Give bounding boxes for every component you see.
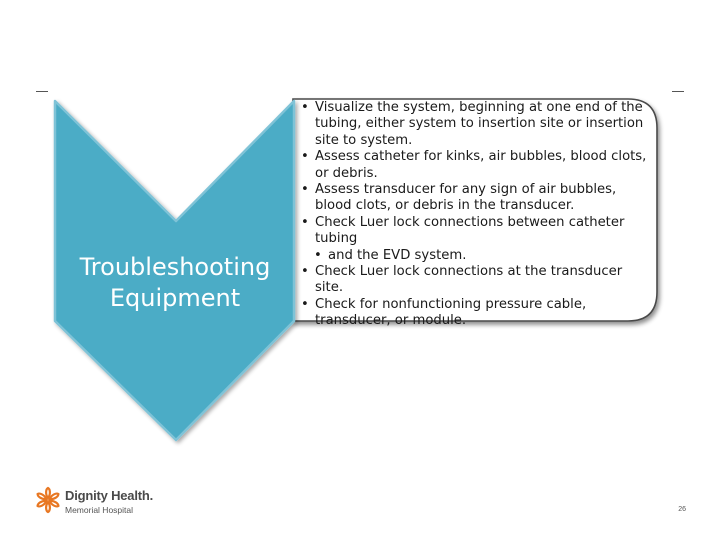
section-heading (64, 252, 286, 314)
section-heading-line-1: Troubleshooting (79, 253, 271, 281)
bullet-icon: • (301, 149, 309, 165)
bullet-item (300, 297, 650, 330)
brand-name: Dignity Health. (65, 488, 154, 503)
dignity-health-star-logo-icon (34, 486, 62, 514)
section-heading-line-2: Equipment (109, 284, 241, 312)
bullet-icon: • (301, 100, 309, 115)
bullet-icon: • (301, 264, 309, 280)
bullet-text: Assess catheter for kinks, air bubbles, blood clots, or debris. (315, 149, 647, 181)
bullet-icon: • (301, 296, 309, 312)
bullet-item (300, 264, 650, 297)
bullet-text: and the EVD system. (328, 247, 467, 263)
bullet-text: Assess transducer for any sign of air bubbles, blood clots, or debris in the transducer. (315, 182, 617, 214)
bullet-icon: • (301, 182, 309, 198)
bullet-text: Visualize the system, beginning at one end of the tubing, either system to insertion site or insertion site to system. (315, 100, 644, 148)
hospital-name: Memorial Hospital (65, 505, 134, 515)
bullet-icon: • (301, 214, 309, 230)
bullet-item (300, 149, 650, 182)
bullet-item (300, 100, 650, 149)
bullet-list (300, 100, 650, 330)
bullet-item (300, 215, 650, 248)
bullet-text: Check for nonfunctioning pressure cable, transducer, or module. (315, 296, 587, 329)
bullet-icon: • (314, 247, 322, 263)
bullet-text: Check Luer lock connections between catheter tubing (315, 214, 625, 247)
bullet-item-continuation (300, 248, 650, 264)
page-number: 26 (678, 506, 686, 513)
bullet-item (300, 182, 650, 215)
bullet-text: Check Luer lock connections at the transducer site. (315, 264, 623, 296)
dignity-health-logo (34, 486, 174, 518)
